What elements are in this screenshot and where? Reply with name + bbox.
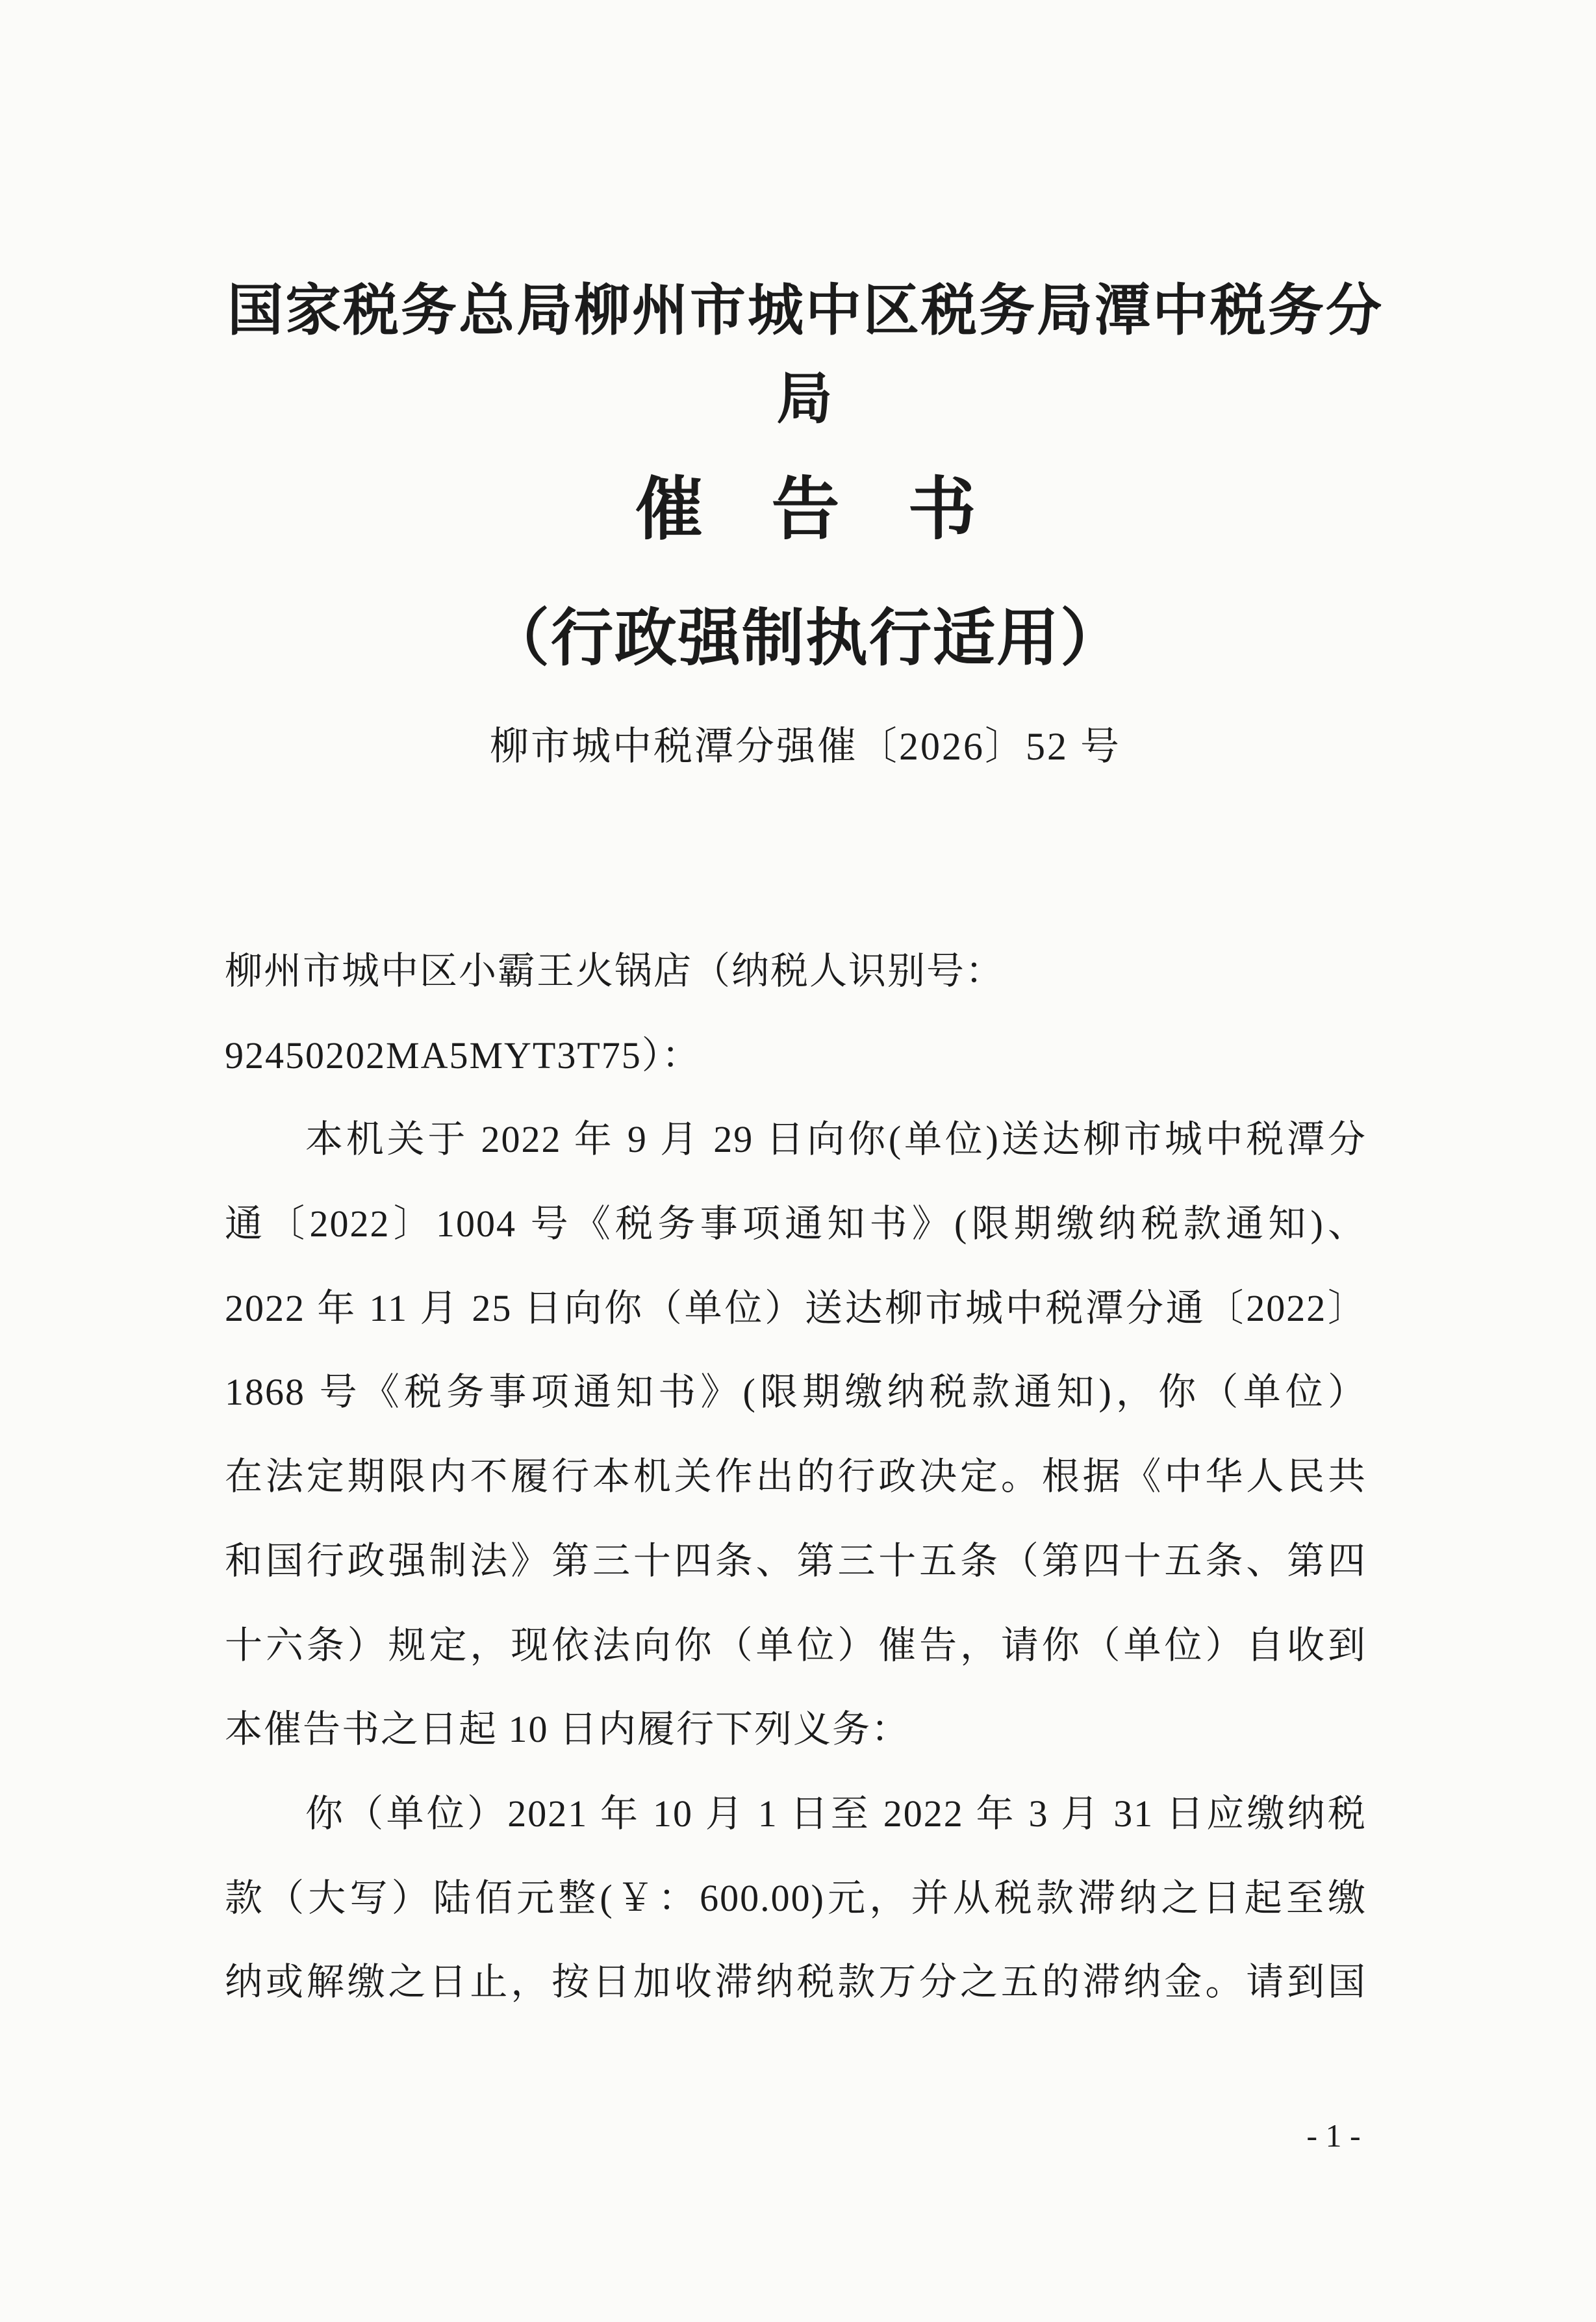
body-line: 本机关于 2022 年 9 月 29 日向你(单位)送达柳市城中税潭分 [305,1118,1367,1161]
body-line: 纳或解缴之日止，按日加收滞纳税款万分之五的滞纳金。请到国 [225,1961,1367,2004]
body-line: 1868 号《税务事项通知书》(限期缴纳税款通知)，你（单位） [225,1371,1367,1414]
issuer-title [224,266,1387,443]
body-line: 十六条）规定，现依法向你（单位）催告，请你（单位）自收到 [225,1624,1367,1666]
document-subtitle: （行政强制执行适用） [487,604,1124,673]
body-paragraph [225,1097,1367,1772]
body-paragraph [225,1772,1367,2024]
body-line: 通〔2022〕1004 号《税务事项通知书》(限期缴纳税款通知)、 [225,1203,1367,1245]
body-line: 你（单位）2021 年 10 月 1 日至 2022 年 3 月 31 日应缴纳税 [305,1792,1367,1835]
addressee-line: 柳州市城中区小霸王火锅店（纳税人识别号： [225,950,1005,992]
document-title: 催 告 书 [635,472,976,548]
issuer-title-line: 局 [776,368,835,430]
issuer-title-line: 国家税务总局柳州市城中区税务局潭中税务分 [227,279,1384,342]
body-line: 在法定期限内不履行本机关作出的行政决定。根据《中华人民共 [225,1455,1367,1498]
document-number: 柳市城中税潭分强催〔2026〕52 号 [490,725,1121,768]
addressee-line: 92450202MA5MYT3T75）： [225,1034,701,1077]
document-body [225,929,1367,2024]
body-line: 2022 年 11 月 25 日向你（单位）送达柳市城中税潭分通〔2022〕 [225,1286,1367,1329]
page-number: - 1 - [1306,2117,1361,2154]
body-line: 和国行政强制法》第三十四条、第三十五条（第四十五条、第四 [225,1539,1367,1582]
addressee [225,929,1367,1097]
body-line: 本催告书之日起 10 日内履行下列义务： [225,1708,911,1751]
body-line: 款（大写）陆佰元整(￥：600.00)元，并从税款滞纳之日起至缴 [225,1876,1367,1919]
